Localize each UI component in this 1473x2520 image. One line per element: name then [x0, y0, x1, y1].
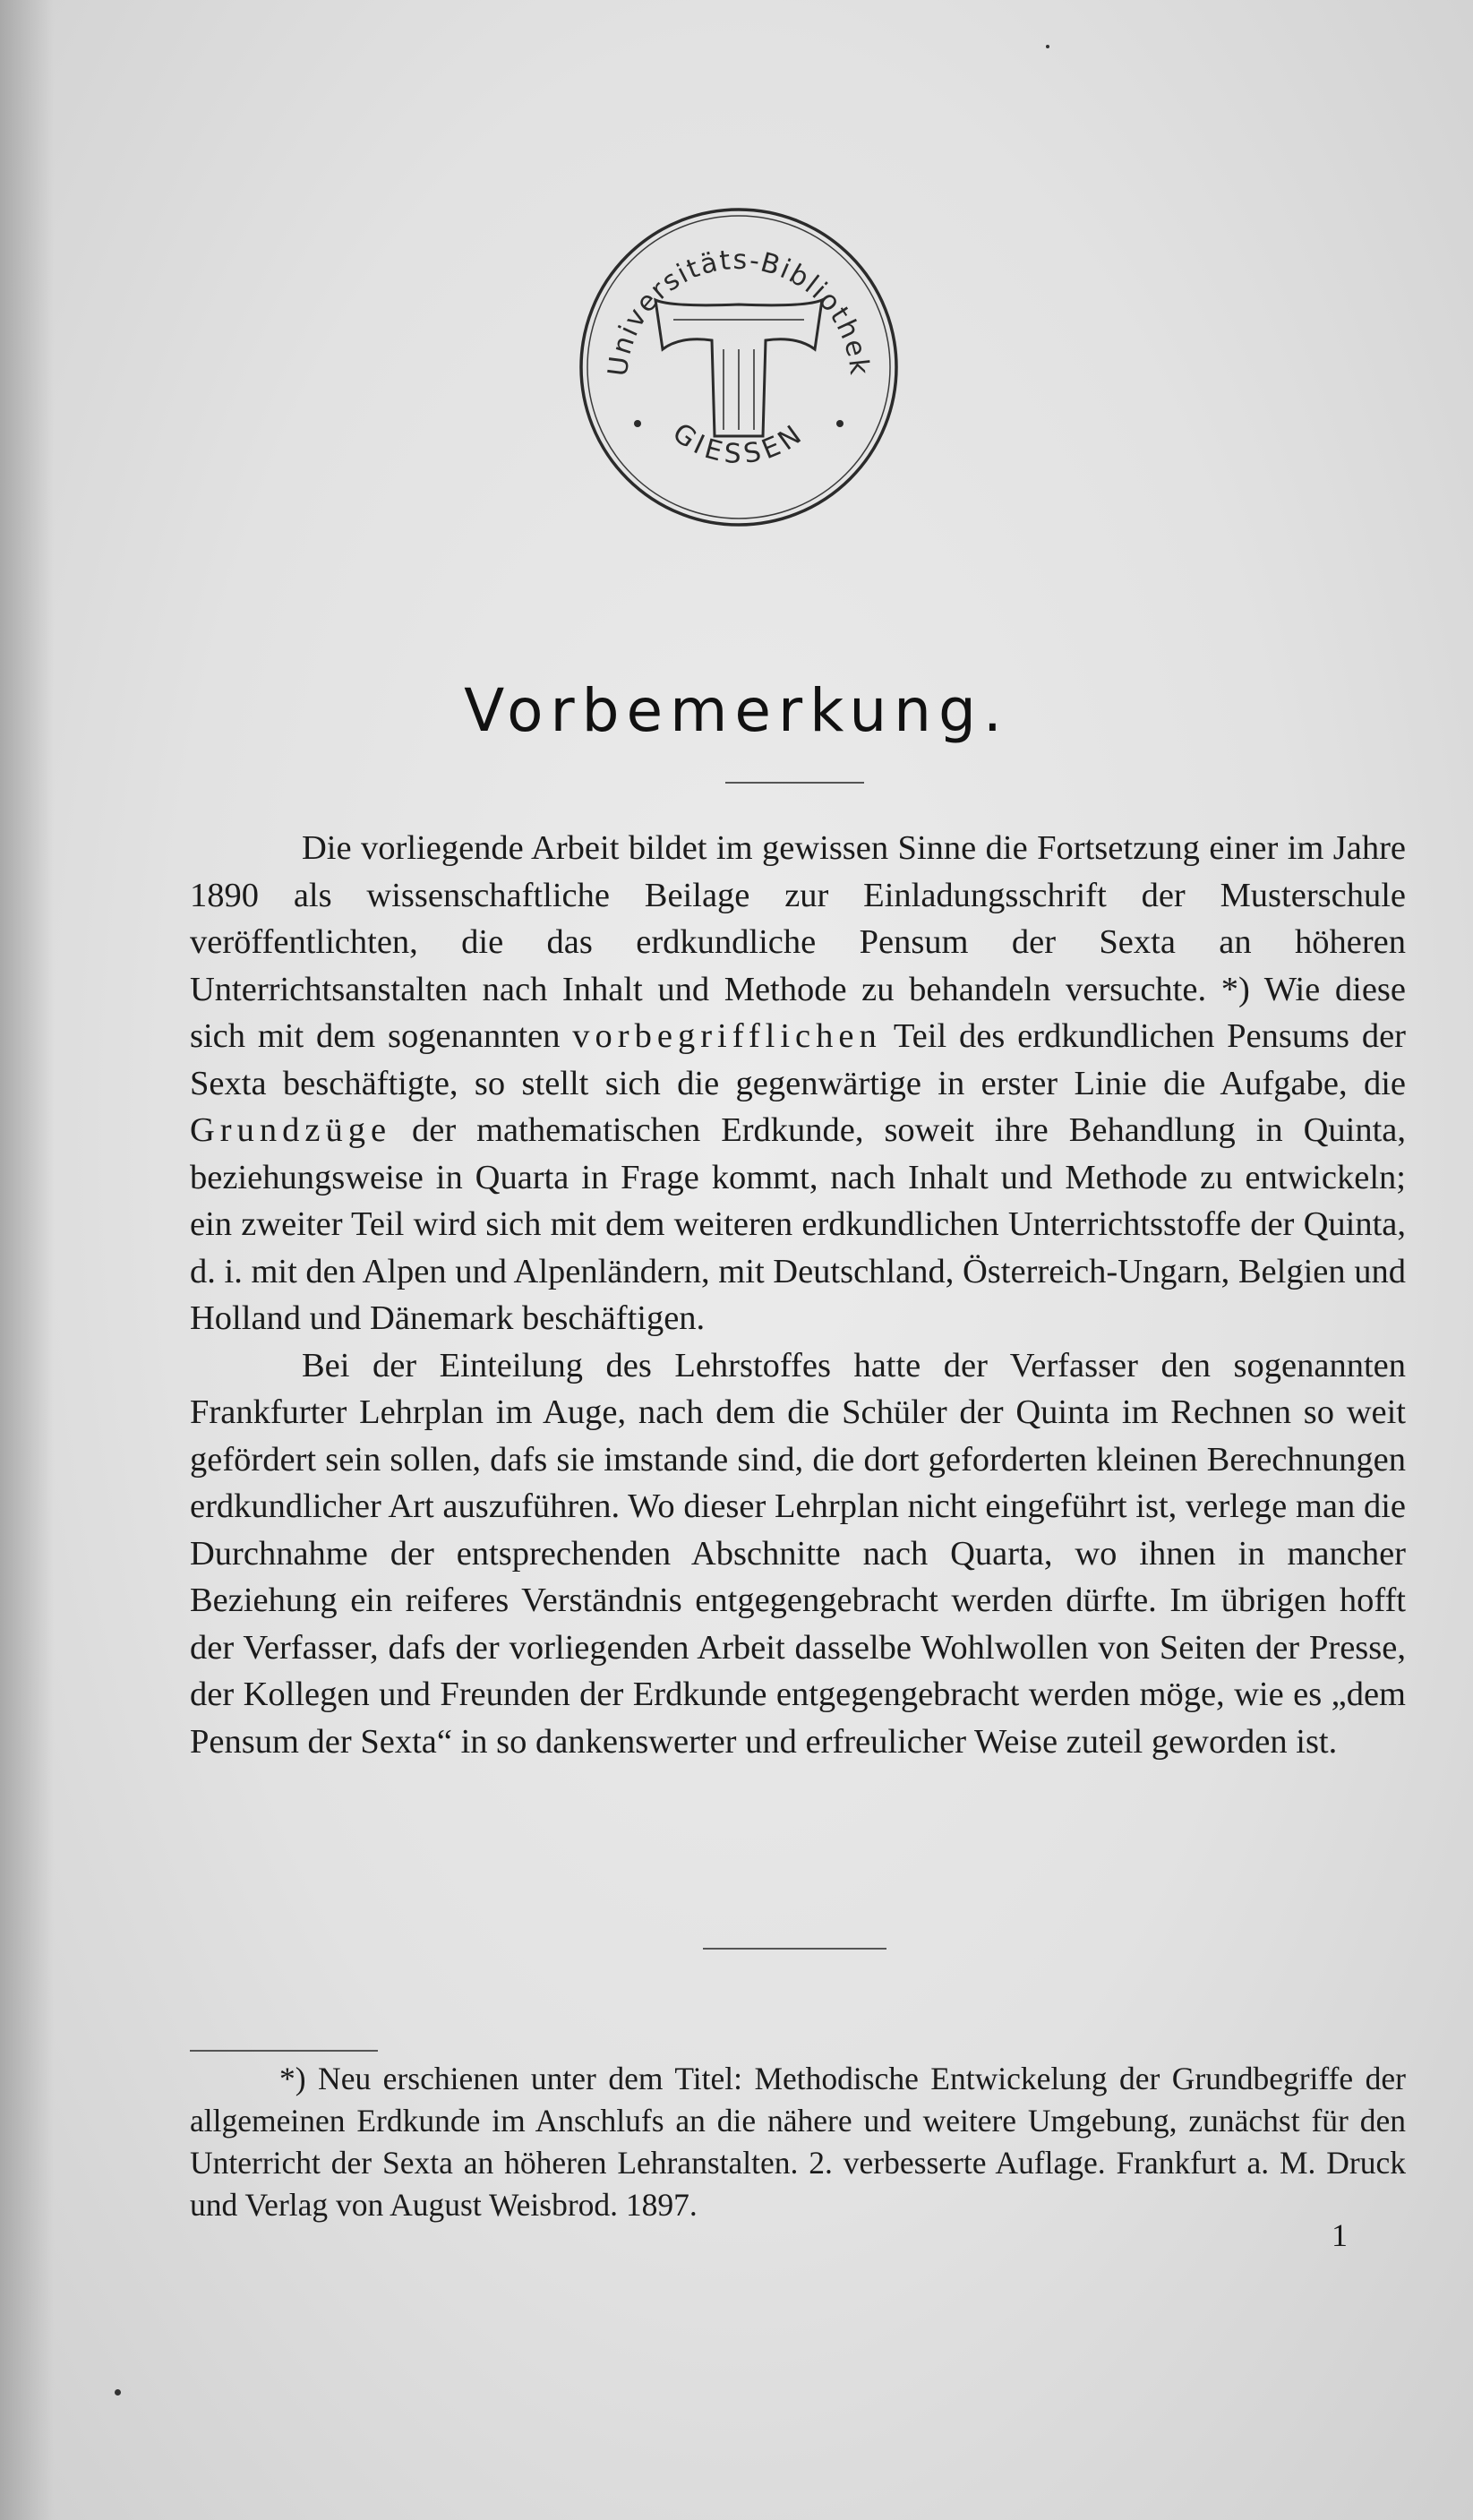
spaced-term: vorbegrifflichen	[572, 1017, 882, 1055]
stamp-dot-left	[634, 420, 641, 427]
library-stamp	[573, 201, 904, 533]
paragraph-1: Die vorliegende Arbeit bildet im gewissen Sinne die Fortsetzung einer im Jahre 1890 als wissenschaftliche Beilage zur Einladungsschrift der Musterschule veröffentlichten, die das erdkundliche Pensum der Sexta an höheren Unterrichtsanstalten nach Inhalt und Methode zu behandeln versuchte. *) Wie diese sich mit dem sogenannten vorbegrifflichen Teil des erdkundlichen Pensums der Sexta beschäftigte, so stellt sich die gegenwärtige in erster Linie die Aufgabe, die Grundzüge der mathematischen Erdkunde, soweit ihre Behandlung in Quinta, beziehungsweise in Quarta in Frage kommt, nach Inhalt und Methode zu entwickeln; ein zweiter Teil wird sich mit dem weiteren erdkundlichen Unterrichtsstoffe der Quinta, d. i. mit den Alpen und Alpenländern, mit Deutschland, Österreich-Ungarn, Belgien und Holland und Dänemark beschäftigen.	[190, 829, 1406, 1337]
tau-cross-icon	[655, 300, 822, 436]
stamp-dot-right	[836, 420, 844, 427]
scan-speck	[1046, 45, 1049, 48]
footnote: *) Neu erschienen unter dem Titel: Methodische Entwickelung der Grundbegriffe der allgemeinen Erdkunde im Anschlufs an die nähere und weitere Umgebung, zunächst für den Unterricht der Sexta an höheren Lehranstalten. 2. verbesserte Auflage. Frankfurt a. M. Druck und Verlag von August Weisbrod. 1897.	[190, 2061, 1406, 2223]
page-title: Vorbemerkung.	[464, 676, 1009, 745]
spaced-term: Grundzüge	[190, 1111, 392, 1149]
end-rule	[703, 1948, 886, 1950]
scan-speck	[115, 2389, 121, 2396]
paragraph-2: Bei der Einteilung des Lehrstoffes hatte der Verfasser den sogenannten Frankfurter Lehrplan im Auge, nach dem die Schüler der Quinta im Rechnen so weit gefördert sein sollen, dafs sie imstande sind, die dort geforderten kleinen Berechnungen erdkundlicher Art auszuführen. Wo dieser Lehrplan nicht eingeführt ist, verlege man die Durchnahme der entsprechenden Abschnitte nach Quarta, wo ihnen in mancher Beziehung ein reiferes Verständnis entgegengebracht werden dürfte. Im übrigen hofft der Verfasser, dafs der vorliegenden Arbeit dasselbe Wohlwollen von Seiten der Presse, der Kollegen und Freunden der Erdkunde entgegengebracht werden möge, wie es „dem Pensum der Sexta“ in so dankenswerter und erfreulicher Weise zuteil geworden ist.	[190, 1346, 1406, 1761]
stamp-top-text: Universitäts-Bibliothek	[602, 244, 876, 379]
page-shadow-edge	[0, 0, 54, 2520]
footnote-rule	[190, 2050, 378, 2052]
body-text	[190, 825, 1406, 1765]
page-number: 1	[1332, 2217, 1348, 2253]
title-rule	[725, 782, 864, 784]
stamp-bottom-text: GIESSEN	[666, 416, 811, 471]
